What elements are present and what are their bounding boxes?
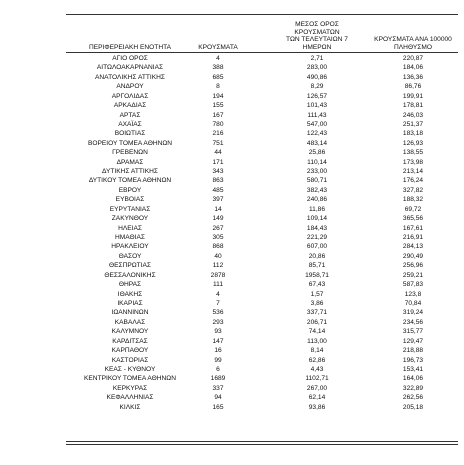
header-avg-line2: ΤΩΝ ΤΕΛΕΥΤΑΙΩΝ 7 ΗΜΕΡΩΝ	[286, 36, 348, 51]
table-row	[66, 120, 458, 129]
cell-avg-7day: 184,43	[306, 224, 328, 232]
cell-per-100k: 246,03	[402, 111, 424, 119]
cell-cases: 343	[212, 168, 224, 176]
cell-region: ΘΕΣΣΑΛΟΝΙΚΗΣ	[104, 271, 156, 279]
cell-cases: 2878	[210, 271, 226, 279]
cell-avg-7day: 113,00	[307, 337, 327, 345]
cell-cases: 194	[212, 92, 224, 100]
cell-cases: 94	[214, 394, 222, 402]
header-avg-line1: ΜΕΣΟΣ ΟΡΟΣ ΚΡΟΥΣΜΑΤΩΝ	[294, 21, 340, 36]
cell-per-100k: 188,32	[402, 196, 424, 204]
header-per-100k	[366, 36, 460, 51]
cell-per-100k: 284,13	[402, 243, 424, 251]
cell-avg-7day: 11,86	[308, 205, 325, 213]
table-row	[66, 233, 458, 242]
cell-cases: 1689	[210, 375, 226, 383]
cell-cases: 14	[214, 205, 222, 213]
table-row	[66, 195, 458, 204]
cell-per-100k: 153,41	[402, 365, 424, 373]
cell-region: ΘΑΣΟΥ	[118, 252, 142, 260]
cell-avg-7day: 74,14	[308, 328, 326, 336]
cell-per-100k: 176,24	[402, 177, 424, 185]
cell-avg-7day: 2,71	[310, 55, 324, 62]
cell-region: ΖΑΚΥΝΘΟΥ	[111, 215, 149, 223]
cell-cases: 40	[214, 252, 222, 260]
cell-per-100k: 70,84	[404, 299, 422, 307]
cell-region: ΑΝΔΡΟΥ	[116, 83, 144, 91]
cell-per-100k: 167,61	[402, 224, 424, 232]
cell-cases: 4	[216, 290, 220, 298]
table-row	[66, 327, 458, 336]
cell-cases: 868	[212, 243, 224, 251]
cell-avg-7day: 85,71	[308, 262, 326, 270]
cell-avg-7day: 1958,71	[305, 271, 329, 279]
cell-region: ΕΥΒΟΙΑΣ	[115, 196, 145, 204]
cell-region: ΚΑΒΑΛΑΣ	[114, 318, 146, 326]
cell-cases: 685	[212, 73, 224, 81]
cell-per-100k: 213,14	[402, 168, 424, 176]
table-row	[66, 337, 458, 346]
table-row	[66, 82, 458, 91]
header-region: ΠΕΡΙΦΕΡΕΙΑΚΗ ΕΝΟΤΗΤΑ	[88, 43, 172, 51]
cell-region: ΚΕΑΣ - ΚΥΘΝΟΥ	[104, 365, 156, 373]
cell-cases: 111	[212, 281, 224, 289]
table-row	[66, 63, 458, 72]
cell-region: ΑΡΓΟΛΙΔΑΣ	[111, 92, 149, 100]
table-header	[66, 21, 458, 51]
cell-region: ΗΡΑΚΛΕΙΟΥ	[111, 243, 149, 251]
cell-avg-7day: 483,14	[306, 139, 328, 147]
cell-per-100k: 164,06	[402, 375, 424, 383]
cell-cases: 267	[212, 224, 224, 232]
cell-avg-7day: 283,00	[306, 64, 328, 72]
cell-region: ΒΟΙΩΤΙΑΣ	[114, 130, 146, 138]
cell-region: ΘΕΣΠΡΩΤΙΑΣ	[108, 262, 152, 270]
cell-avg-7day: 67,43	[308, 281, 326, 289]
cell-region: ΑΓΙΟ ΟΡΟΣ	[112, 55, 148, 62]
cell-region: ΘΗΡΑΣ	[118, 281, 142, 289]
cell-per-100k: 322,89	[402, 384, 424, 392]
header-avg-7day	[272, 21, 362, 51]
cell-avg-7day: 122,43	[306, 130, 328, 138]
cell-avg-7day: 25,86	[308, 149, 326, 157]
header-per100k-line2: ΠΛΗΘΥΣΜΟ	[394, 43, 432, 51]
cell-region: ΑΡΚΑΔΙΑΣ	[113, 102, 147, 110]
cell-cases: 337	[212, 384, 224, 392]
cell-region: ΚΑΡΠΑΘΟΥ	[111, 347, 149, 355]
table-row	[66, 129, 458, 138]
table-row	[66, 224, 458, 233]
cell-cases: 147	[212, 337, 224, 345]
cell-region: ΔΥΤΙΚΟΥ ΤΟΜΕΑ ΑΘΗΝΩΝ	[88, 177, 172, 185]
cell-per-100k: 173,98	[402, 158, 424, 166]
cell-per-100k: 218,88	[402, 347, 424, 355]
table-row	[66, 167, 458, 176]
table-row	[66, 346, 458, 355]
cell-per-100k: 199,91	[402, 92, 424, 100]
cell-region: ΚΑΣΤΟΡΙΑΣ	[111, 356, 149, 364]
cell-region: ΕΥΡΥΤΑΝΙΑΣ	[109, 205, 151, 213]
cell-region: ΑΝΑΤΟΛΙΚΗΣ ΑΤΤΙΚΗΣ	[95, 73, 165, 81]
table-row	[66, 271, 458, 280]
cell-region: ΕΒΡΟΥ	[118, 186, 142, 194]
table-bottom-rule	[66, 441, 458, 442]
table-body	[66, 54, 458, 412]
header-rule	[66, 52, 458, 53]
table-row	[66, 101, 458, 110]
cell-cases: 165	[212, 403, 224, 411]
cell-per-100k: 234,56	[402, 318, 424, 326]
table-row	[66, 111, 458, 120]
table-row	[66, 92, 458, 101]
cell-per-100k: 184,06	[402, 64, 424, 72]
cell-cases: 155	[212, 102, 224, 110]
cell-avg-7day: 580,71	[306, 177, 328, 185]
cell-per-100k: 319,24	[402, 309, 424, 317]
cell-per-100k: 587,83	[402, 281, 424, 289]
cell-cases: 305	[212, 234, 224, 242]
cell-region: ΒΟΡΕΙΟΥ ΤΟΜΕΑ ΑΘΗΝΩΝ	[87, 139, 173, 147]
table-row	[66, 384, 458, 393]
cell-per-100k: 205,18	[402, 403, 424, 411]
cell-avg-7day: 4,43	[310, 365, 324, 373]
cell-avg-7day: 3,86	[310, 299, 324, 307]
cell-cases: 780	[212, 120, 224, 128]
table-row	[66, 356, 458, 365]
cell-region: ΙΚΑΡΙΑΣ	[117, 299, 143, 307]
table-row	[66, 393, 458, 402]
cell-avg-7day: 93,86	[308, 403, 326, 411]
cell-cases: 99	[214, 356, 222, 364]
cell-cases: 216	[212, 130, 224, 138]
table-bottom-rule-double	[66, 444, 458, 445]
cell-region: ΗΜΑΘΙΑΣ	[115, 234, 145, 242]
cell-per-100k: 178,81	[402, 102, 424, 110]
cell-per-100k: 138,55	[402, 149, 424, 157]
cell-region: ΑΙΤΩΛΟΑΚΑΡΝΑΝΙΑΣ	[96, 64, 164, 72]
cell-avg-7day: 337,71	[306, 309, 328, 317]
table-row	[66, 261, 458, 270]
cell-cases: 4	[216, 55, 220, 62]
cell-avg-7day: 267,00	[306, 384, 328, 392]
cell-cases: 485	[212, 186, 224, 194]
cell-cases: 16	[214, 347, 222, 355]
cell-region: ΚΕΝΤΡΙΚΟΥ ΤΟΜΕΑ ΑΘΗΝΩΝ	[84, 375, 176, 383]
cell-avg-7day: 607,00	[306, 243, 328, 251]
cell-per-100k: 216,91	[402, 234, 424, 242]
cell-per-100k: 123,8	[404, 290, 422, 298]
table-row	[66, 365, 458, 374]
cell-avg-7day: 382,43	[306, 186, 328, 194]
cell-avg-7day: 20,86	[308, 252, 326, 260]
cell-avg-7day: 221,29	[306, 234, 328, 242]
cell-per-100k: 251,37	[402, 120, 424, 128]
cell-avg-7day: 109,14	[306, 215, 328, 223]
cell-avg-7day: 8,29	[310, 83, 324, 91]
table-row	[66, 290, 458, 299]
cell-avg-7day: 110,14	[307, 158, 327, 166]
table-row	[66, 54, 458, 63]
table-row	[66, 186, 458, 195]
cell-region: ΚΑΡΔΙΤΣΑΣ	[112, 337, 148, 345]
cell-per-100k: 69,72	[404, 205, 422, 213]
cell-per-100k: 365,56	[402, 215, 424, 223]
cell-region: ΔΥΤΙΚΗΣ ΑΤΤΙΚΗΣ	[102, 168, 158, 176]
cell-cases: 397	[212, 196, 224, 204]
cell-cases: 293	[212, 318, 224, 326]
cell-region: ΔΡΑΜΑΣ	[116, 158, 144, 166]
cell-avg-7day: 206,71	[306, 318, 328, 326]
cell-per-100k: 126,93	[402, 139, 424, 147]
cell-region: ΗΛΕΙΑΣ	[118, 224, 142, 232]
cell-cases: 7	[216, 299, 220, 307]
cell-avg-7day: 101,43	[306, 102, 328, 110]
header-cases: ΚΡΟΥΣΜΑΤΑ	[198, 43, 238, 51]
cell-cases: 863	[212, 177, 224, 185]
table-row	[66, 73, 458, 82]
cell-region: ΓΡΕΒΕΝΩΝ	[112, 149, 148, 157]
cell-per-100k: 315,77	[402, 328, 424, 336]
cell-per-100k: 290,49	[402, 252, 424, 260]
cell-per-100k: 183,18	[402, 130, 424, 138]
cell-per-100k: 129,47	[402, 337, 424, 345]
cell-per-100k: 327,82	[402, 186, 424, 194]
cell-per-100k: 220,87	[402, 55, 424, 62]
cell-per-100k: 196,73	[402, 356, 424, 364]
table-row	[66, 318, 458, 327]
cell-cases: 167	[212, 111, 224, 119]
table-row	[66, 158, 458, 167]
cell-region: ΑΡΤΑΣ	[119, 111, 141, 119]
cell-cases: 6	[216, 365, 220, 373]
cell-per-100k: 86,76	[404, 83, 422, 91]
cell-cases: 751	[212, 139, 224, 147]
cell-region: ΚΑΛΥΜΝΟΥ	[111, 328, 149, 336]
cell-avg-7day: 1,57	[310, 290, 324, 298]
table-top-rule	[66, 14, 458, 15]
cell-cases: 149	[212, 215, 224, 223]
cell-avg-7day: 490,86	[306, 73, 328, 81]
cell-avg-7day: 1102,71	[305, 375, 329, 383]
table-row	[66, 403, 458, 412]
cell-avg-7day: 547,00	[306, 120, 328, 128]
cell-per-100k: 259,21	[402, 271, 424, 279]
table-row	[66, 252, 458, 261]
cell-region: ΙΘΑΚΗΣ	[117, 290, 143, 298]
cell-avg-7day: 126,57	[306, 92, 328, 100]
cell-avg-7day: 240,86	[306, 196, 328, 204]
cell-per-100k: 256,96	[402, 262, 424, 270]
cell-region: ΚΙΛΚΙΣ	[119, 403, 141, 411]
cell-per-100k: 136,36	[402, 73, 424, 81]
table-row	[66, 148, 458, 157]
cell-avg-7day: 233,00	[306, 168, 328, 176]
cell-cases: 93	[214, 328, 222, 336]
cell-avg-7day: 111,43	[307, 111, 327, 119]
cell-region: ΚΕΦΑΛΛΗΝΙΑΣ	[106, 394, 154, 402]
table-row	[66, 176, 458, 185]
table-row	[66, 242, 458, 251]
cell-per-100k: 262,56	[402, 394, 424, 402]
cell-cases: 112	[212, 262, 224, 270]
cell-region: ΑΧΑΪΑΣ	[118, 120, 142, 128]
cell-cases: 44	[214, 149, 222, 157]
header-per100k-line1: ΚΡΟΥΣΜΑΤΑ ΑΝΑ 100000	[374, 36, 452, 44]
cell-avg-7day: 62,86	[308, 356, 326, 364]
cell-avg-7day: 62,14	[308, 394, 326, 402]
table-row	[66, 205, 458, 214]
cell-cases: 536	[212, 309, 224, 317]
cell-cases: 388	[212, 64, 224, 72]
cell-region: ΚΕΡΚΥΡΑΣ	[112, 384, 148, 392]
table-row	[66, 308, 458, 317]
table-row	[66, 299, 458, 308]
cell-cases: 8	[216, 83, 220, 91]
cell-cases: 171	[212, 158, 224, 166]
table-row	[66, 280, 458, 289]
table-row	[66, 139, 458, 148]
table-row	[66, 214, 458, 223]
cell-region: ΙΩΑΝΝΙΝΩΝ	[111, 309, 149, 317]
table-row	[66, 374, 458, 383]
cell-avg-7day: 8,14	[310, 347, 324, 355]
